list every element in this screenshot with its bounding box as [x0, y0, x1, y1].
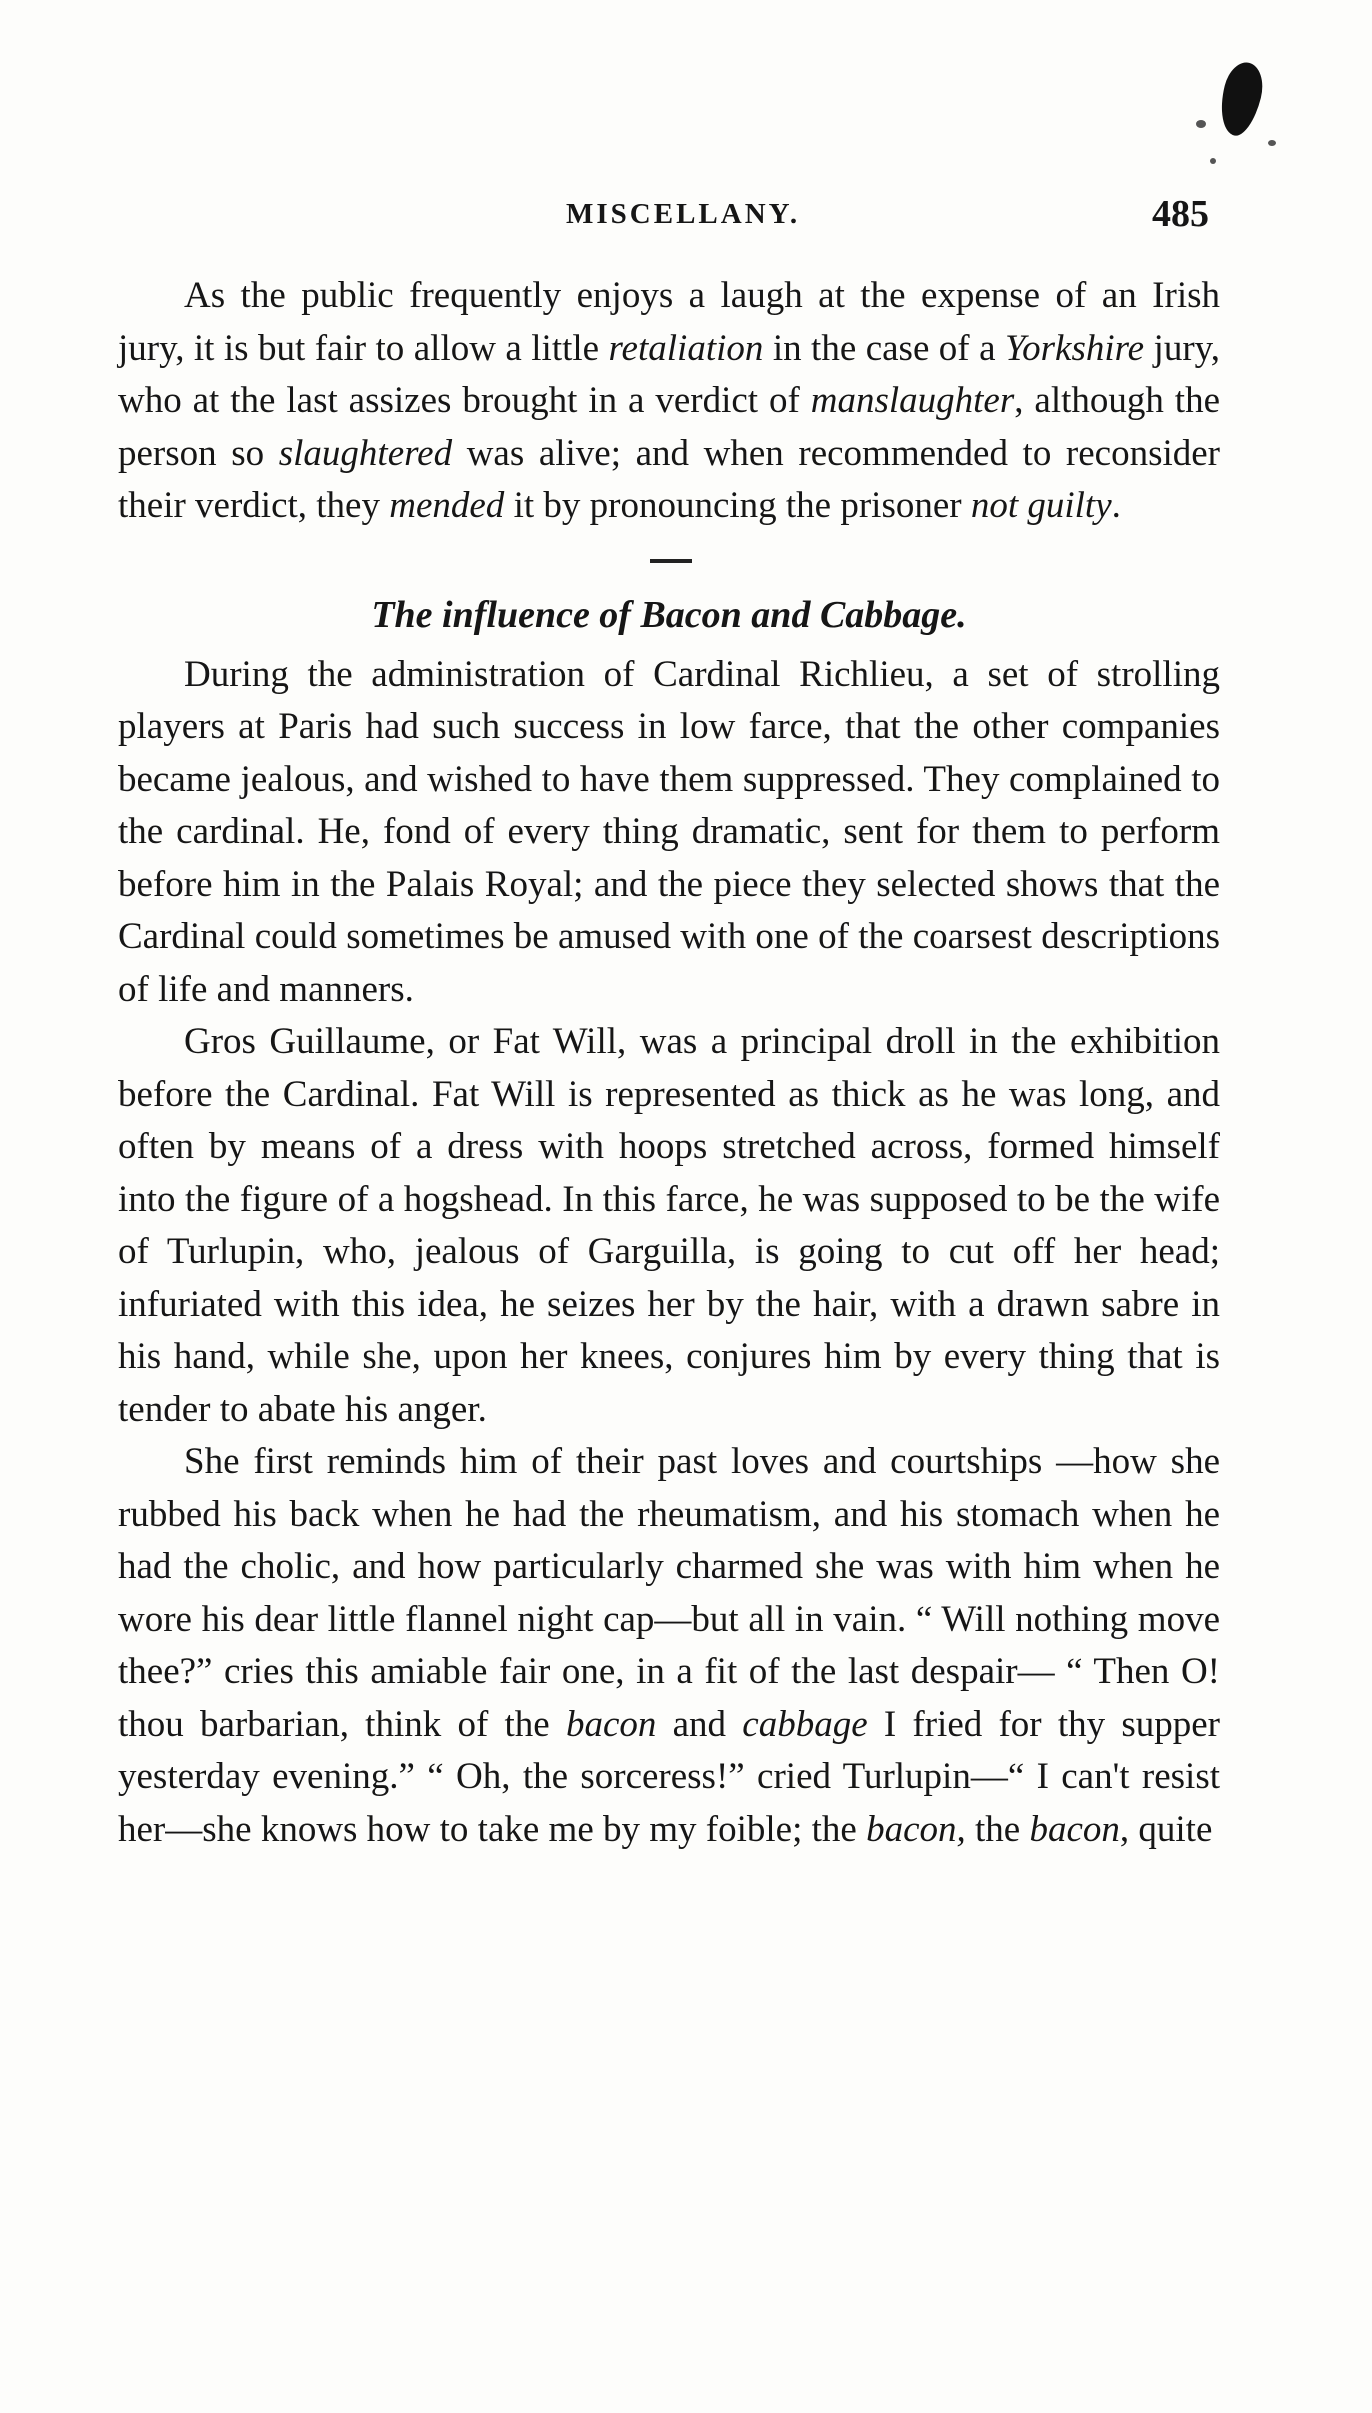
text-run: it by pronouncing the prisoner	[504, 485, 971, 526]
ink-speck	[1210, 158, 1216, 164]
italic-run: bacon	[565, 1703, 657, 1745]
text-run: the	[965, 1808, 1030, 1850]
ink-speck	[1268, 140, 1276, 146]
ink-blot	[1214, 59, 1269, 140]
text-run: was alive; and when recommended to reconsider their verdict, they	[118, 432, 1221, 526]
page-header	[0, 193, 1372, 248]
text-run: and	[656, 1703, 743, 1745]
page-number: 485	[1152, 193, 1209, 235]
text-run: She first reminds him of their past loves and courtships —how she rubbed his back when he had the rheumatism, and his stomach when he had the cholic, and how particularly charmed she was with him when he wore his dear little flannel night cap—but all in vain. “ Will nothing move thee?” cries this amiable fair one, in a fit of the last despair— “ Then O! thou barbarian, think of the	[118, 1441, 1220, 1745]
text-run: jury, who at the last assizes brought in a verdict of	[118, 327, 1220, 421]
paragraph-fat-will: Gros Guillaume, or Fat Will, was a principal droll in the exhibition before the Cardinal. Fat Will is represented as thick as he was long, and often by means of a dress with hoops stretched across, formed himself into the figure of a hogshead. In this farce, he was supposed to be the wife of Turlupin, who, jealous of Garguilla, is going to cut off her head; infuriated with this idea, he seizes her by the hair, with a drawn sabre in his hand, while she, upon her knees, conjures him by every thing that is tender to abate his anger.	[118, 1021, 1220, 1430]
text-run: As the public frequently enjoys a laugh at the expense of an Irish jury, it is but fair to allow a little	[118, 275, 1220, 369]
ink-speck	[1196, 120, 1206, 128]
paragraph-irish-jury	[118, 270, 1220, 533]
text-run: , quite	[1119, 1808, 1213, 1850]
paragraph-bacon-cabbage	[118, 1436, 1220, 1856]
italic-run: bacon	[1029, 1808, 1120, 1850]
text-run: in the case of a	[763, 327, 1005, 369]
page-body	[118, 270, 1220, 1856]
italic-run: manslaughter	[810, 380, 1015, 421]
italic-run: mended	[389, 485, 505, 526]
italic-run: bacon,	[866, 1808, 966, 1850]
italic-run: not guilty	[970, 485, 1112, 526]
text-run: , although the person so	[118, 380, 1220, 474]
italic-run: cabbage	[742, 1703, 868, 1745]
italic-run: Yorkshire	[1004, 327, 1145, 369]
running-head: MISCELLANY.	[566, 198, 801, 230]
paragraph-richlieu: During the administration of Cardinal Richlieu, a set of strolling players at Paris had such success in low farce, that the other companies became jealous, and wished to have them suppressed. They complained to the cardinal. He, fond of every thing dramatic, sent for them to perform before him in the Palais Royal; and the piece they selected shows that the Cardinal could sometimes be amused with one of the coarsest descriptions of life and manners.	[118, 653, 1220, 1010]
italic-run: slaughtered	[278, 432, 453, 474]
italic-run: retaliation	[608, 327, 764, 369]
text-run: .	[1111, 485, 1121, 526]
text-run: I fried for thy supper yesterday evening.” “ Oh, the sorceress!” cried Turlupin—“ I can't resist her—she knows how to take me by my foible; the	[118, 1703, 1220, 1850]
section-divider	[650, 559, 692, 563]
section-title: The influence of Bacon and Cabbage.	[371, 593, 967, 636]
